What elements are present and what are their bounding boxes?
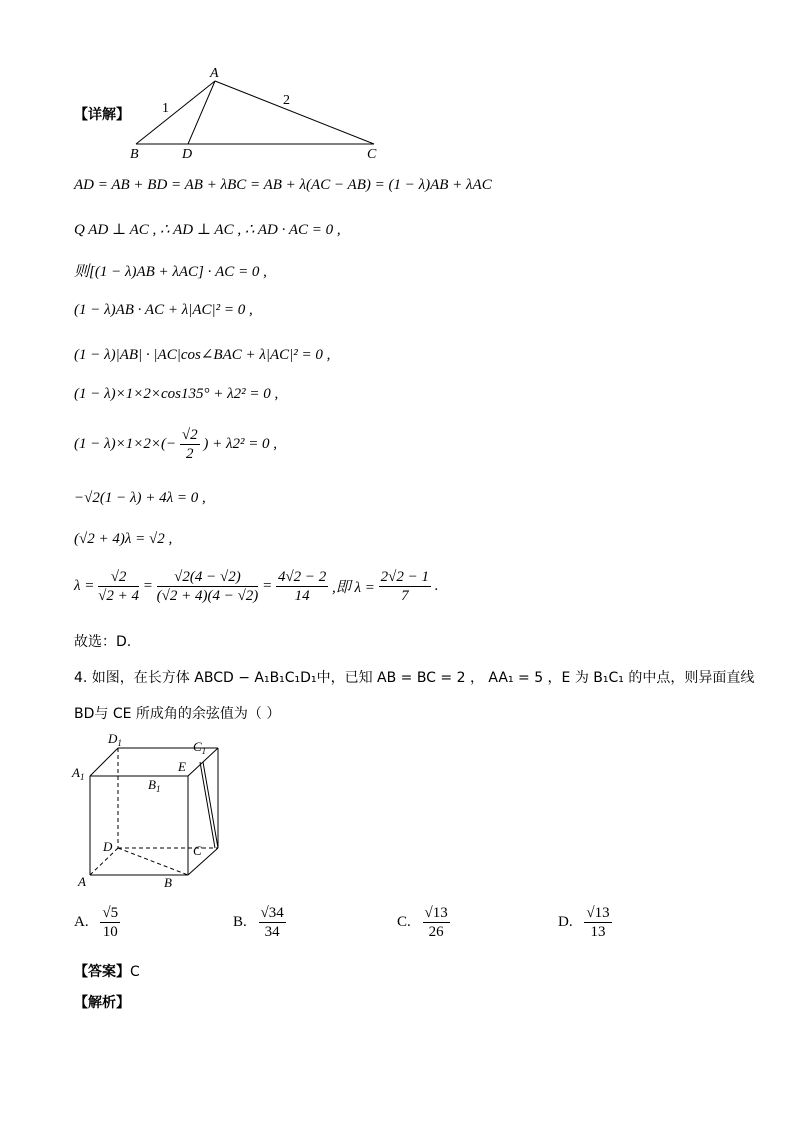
box-label-e: E <box>178 759 186 774</box>
box-label-c: C <box>193 843 202 858</box>
option-a-den: 10 <box>102 924 118 940</box>
vertex-c: C <box>367 147 377 162</box>
answer-line <box>74 961 140 981</box>
line10-frac1 <box>98 568 139 605</box>
section-detail-label: 【详解】 <box>74 107 130 123</box>
option-c-fraction <box>423 904 450 941</box>
line10-end: . <box>434 578 439 594</box>
solution-line-1: AD = AB + BD = AB + λBC = AB + λ(AC − AB) = (1 − λ)AB + λAC <box>74 177 492 193</box>
line10-frac1-den: √2 + 4 <box>98 588 139 604</box>
solution-line-8: −√2(1 − λ) + 4λ = 0 , <box>74 490 206 506</box>
line10-frac2 <box>157 568 259 605</box>
option-d-fraction <box>584 904 611 941</box>
choose-answer-line: 故选：D. <box>74 634 132 650</box>
option-b-key: B. <box>233 914 247 930</box>
question-4-line-2: BD与 CE 所成角的余弦值为（ ） <box>74 706 281 722</box>
answer-label: 【答案】 <box>74 964 130 980</box>
line7-right: ) + λ2² = 0 , <box>203 436 278 452</box>
box-label-a: A <box>78 874 86 889</box>
line10-eq2: = <box>262 578 273 594</box>
option-d-key: D. <box>558 914 573 930</box>
vertex-a: A <box>210 66 219 81</box>
option-a-key: A. <box>74 914 89 930</box>
line10-frac3 <box>276 568 328 605</box>
line10-frac2-den: (√2 + 4)(4 − √2) <box>156 588 259 604</box>
box-label-d: D <box>103 839 113 854</box>
vertex-b: B <box>130 147 139 162</box>
solution-line-5: (1 − λ)|AB| · |AC|cos∠BAC + λ|AC|² = 0 , <box>74 347 331 363</box>
line10-frac1-num: √2 <box>98 568 139 587</box>
box-label-c1: $C_1$ <box>193 739 207 756</box>
answer-value: C <box>130 964 140 980</box>
option-c-key: C. <box>397 914 411 930</box>
line10-frac3-num: 4√2 − 2 <box>277 569 327 585</box>
side-ab-length: 1 <box>162 101 169 116</box>
option-a[interactable] <box>74 904 120 941</box>
cuboid-figure <box>70 725 220 895</box>
solution-line-3: 则[(1 − λ)AB + λAC] · AC = 0 , <box>74 264 267 280</box>
box-label-b: B <box>164 875 172 890</box>
option-b-fraction <box>259 904 286 941</box>
line7-fraction <box>180 426 200 463</box>
option-d[interactable] <box>558 904 612 941</box>
line10-frac4-den: 7 <box>401 588 409 604</box>
question-4-line-1: 4. 如图，在长方体 ABCD − A₁B₁C₁D₁中，已知 AB = BC = 2 ， AA₁ = 5 ，E 为 B₁C₁ 的中点，则异面直线 <box>74 670 755 686</box>
line10-mid: ,即 λ = <box>332 580 375 596</box>
option-a-fraction <box>100 904 120 941</box>
option-c-den: 26 <box>428 924 444 940</box>
line7-left: (1 − λ)×1×2×(− <box>74 436 177 452</box>
option-c-num: √13 <box>424 905 448 921</box>
solution-line-10 <box>74 568 439 605</box>
box-label-a1: $A_1$ <box>72 765 85 782</box>
solution-line-6: (1 − λ)×1×2×cos135° + λ2² = 0 , <box>74 386 279 402</box>
option-b-den: 34 <box>264 924 280 940</box>
option-c[interactable] <box>397 904 450 941</box>
triangle-figure <box>120 62 390 162</box>
line10-frac4 <box>379 568 431 605</box>
line10-frac2-num: √2(4 − √2) <box>157 568 259 587</box>
solution-line-2: Q AD ⊥ AC , ∴ AD ⊥ AC , ∴ AD · AC = 0 , <box>74 222 341 238</box>
line10-frac3-den: 14 <box>294 588 310 604</box>
line7-num: √2 <box>181 427 198 443</box>
vertex-d: D <box>182 147 193 162</box>
option-a-num: √5 <box>102 905 119 921</box>
option-b-num: √34 <box>260 905 284 921</box>
box-label-d1: $D_1$ <box>108 731 122 748</box>
option-b[interactable] <box>233 904 286 941</box>
solution-line-4: (1 − λ)AB · AC + λ|AC|² = 0 , <box>74 302 253 318</box>
option-d-den: 13 <box>590 924 606 940</box>
line7-den: 2 <box>185 446 194 462</box>
line10-frac4-num: 2√2 − 1 <box>380 569 430 585</box>
box-label-b1: $B_1$ <box>148 777 161 794</box>
line10-lambda: λ = <box>74 578 95 594</box>
side-ac-length: 2 <box>283 93 290 108</box>
analysis-label: 【解析】 <box>74 995 130 1011</box>
option-d-num: √13 <box>586 905 610 921</box>
solution-line-9: (√2 + 4)λ = √2 , <box>74 531 173 547</box>
line10-eq1: = <box>142 578 153 594</box>
solution-line-7 <box>74 426 277 463</box>
